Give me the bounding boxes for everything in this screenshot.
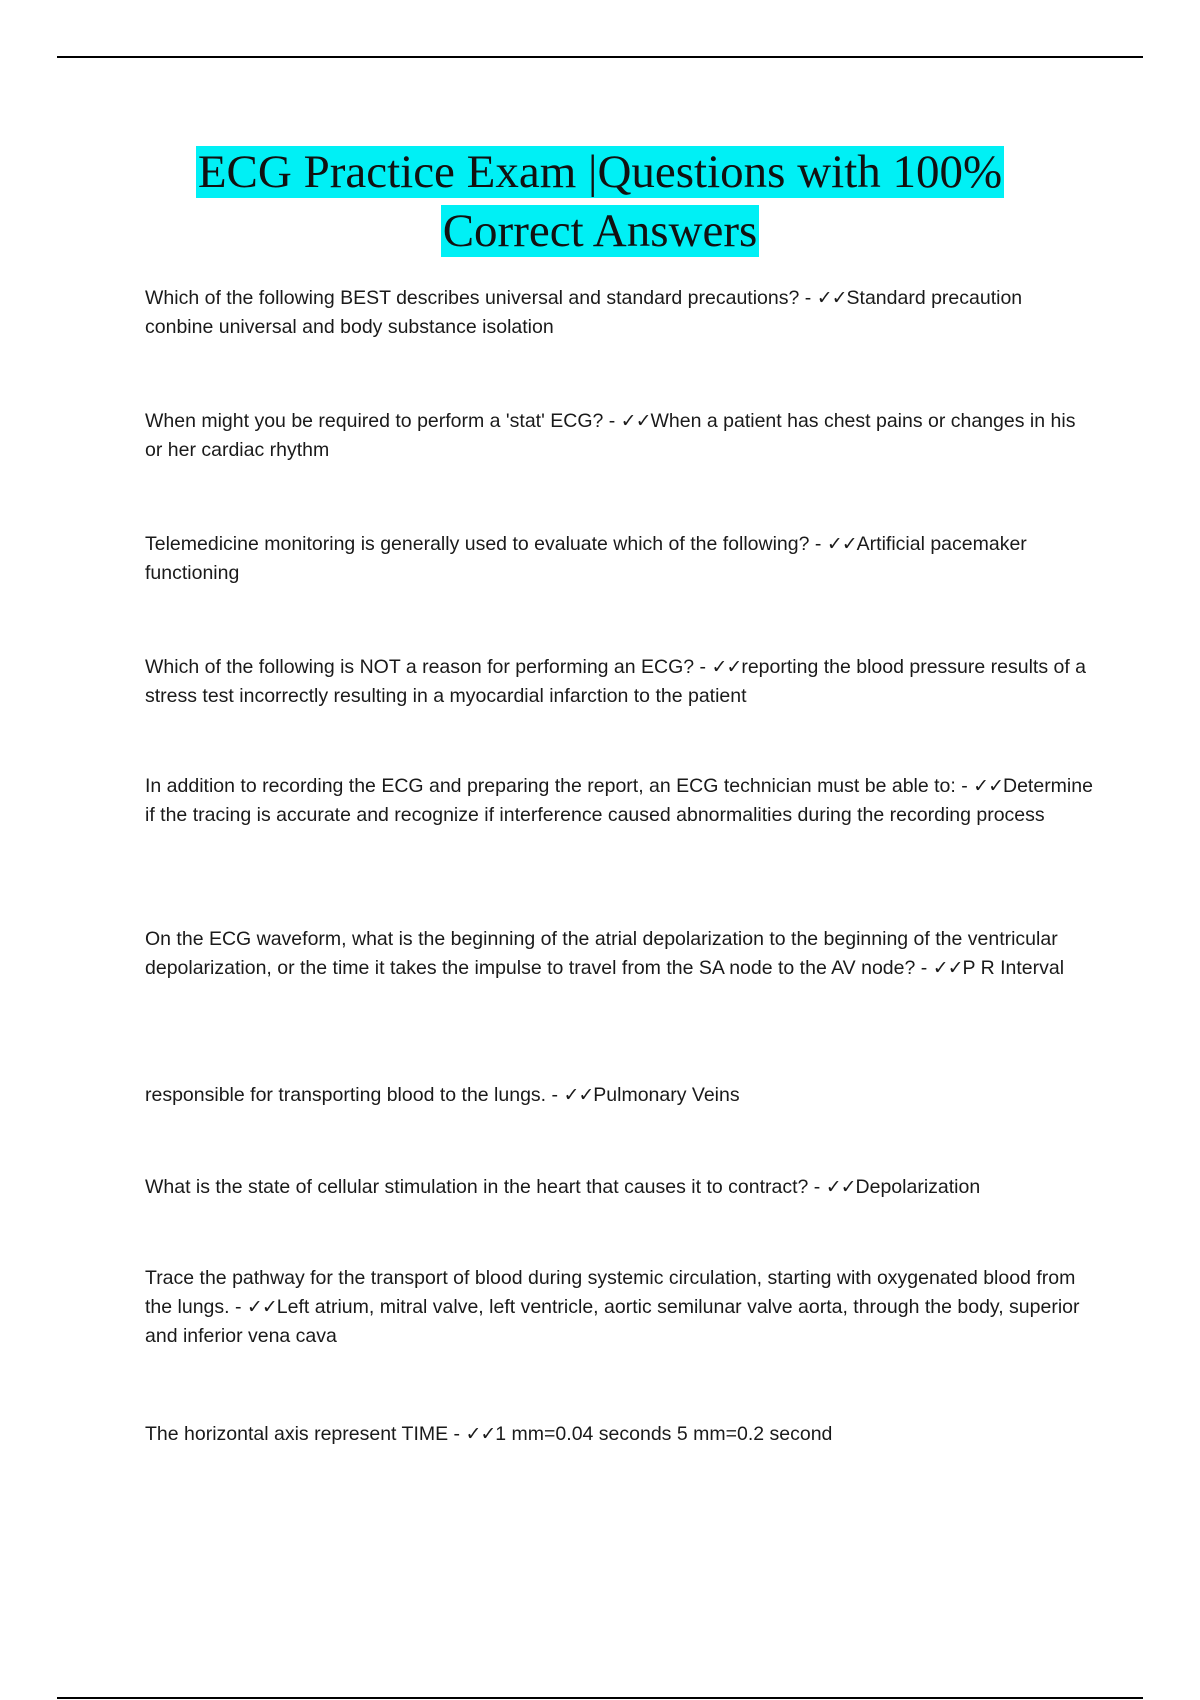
- separator: -: [808, 1176, 826, 1198]
- separator: -: [694, 656, 712, 678]
- separator: -: [915, 957, 933, 979]
- title-line-1: ECG Practice Exam |Questions with 100%: [197, 146, 1003, 198]
- separator: -: [603, 410, 621, 432]
- qa-item: [145, 1264, 1095, 1351]
- question-text: Which of the following BEST describes universal and standard precautions?: [145, 287, 800, 309]
- qa-item: [145, 530, 1095, 588]
- separator: -: [799, 287, 817, 309]
- qa-item: [145, 1420, 1095, 1449]
- qa-item: [145, 925, 1095, 983]
- question-text: What is the state of cellular stimulation in the heart that causes it to contract?: [145, 1176, 809, 1198]
- separator: -: [229, 1296, 247, 1318]
- question-text: Telemedicine monitoring is generally used to evaluate which of the following?: [145, 533, 810, 555]
- double-check-icon: ✓✓: [825, 1176, 856, 1198]
- qa-item: [145, 1173, 1095, 1202]
- answer-text: reporting the blood pressure results of a stress test incorrectly resulting in a myocardial infarction to the patient: [145, 656, 1087, 707]
- double-check-icon: ✓✓: [711, 656, 742, 678]
- double-check-icon: ✓✓: [973, 775, 1003, 797]
- answer-text: When a patient has chest pains or changes in his or her cardiac rhythm: [145, 410, 1076, 461]
- question-text: Which of the following is NOT a reason for performing an ECG?: [145, 656, 695, 678]
- question-text: responsible for transporting blood to the lungs.: [145, 1084, 547, 1106]
- double-check-icon: ✓✓: [246, 1296, 277, 1318]
- question-text: Trace the pathway for the transport of blood during systemic circulation, starting with oxygenated blood from the lungs.: [145, 1267, 1076, 1318]
- answer-text: Left atrium, mitral valve, left ventricle, aortic semilunar valve aorta, through the body, superior and inferior vena cava: [145, 1296, 1080, 1347]
- title-line-2: Correct Answers: [442, 205, 758, 257]
- separator: -: [546, 1084, 564, 1106]
- answer-text: Artificial pacemaker functioning: [145, 533, 1027, 584]
- qa-item: [145, 772, 1095, 830]
- bottom-rule: [57, 1697, 1143, 1699]
- double-check-icon: ✓✓: [465, 1423, 496, 1445]
- qa-item: [145, 284, 1095, 342]
- double-check-icon: ✓✓: [620, 410, 651, 432]
- answer-text: Depolarization: [855, 1176, 981, 1198]
- double-check-icon: ✓✓: [563, 1084, 594, 1106]
- double-check-icon: ✓✓: [932, 957, 963, 979]
- separator: -: [448, 1423, 466, 1445]
- question-text: On the ECG waveform, what is the beginning of the atrial depolarization to the beginning of the ventricular depolarization, or the time it takes the impulse to travel from the SA node to the AV node?: [145, 928, 1058, 979]
- answer-text: Determine if the tracing is accurate and recognize if interference caused abnormalities during the recording process: [145, 775, 1093, 826]
- question-text: The horizontal axis represent TIME: [145, 1423, 449, 1445]
- answer-text: Pulmonary Veins: [593, 1084, 740, 1106]
- separator: -: [809, 533, 827, 555]
- qa-item: [145, 407, 1095, 465]
- question-text: When might you be required to perform a 'stat' ECG?: [145, 410, 604, 432]
- qa-item: [145, 653, 1095, 711]
- qa-item: [145, 1081, 1095, 1110]
- separator: -: [955, 775, 974, 797]
- double-check-icon: ✓✓: [816, 287, 847, 309]
- answer-text: 1 mm=0.04 seconds 5 mm=0.2 second: [495, 1423, 833, 1445]
- top-rule: [57, 56, 1143, 58]
- document-title: [0, 143, 1200, 261]
- question-text: In addition to recording the ECG and preparing the report, an ECG technician must be able to:: [145, 775, 956, 797]
- answer-text: P R Interval: [962, 957, 1065, 979]
- answer-text: Standard precaution conbine universal and body substance isolation: [145, 287, 1023, 338]
- double-check-icon: ✓✓: [826, 533, 857, 555]
